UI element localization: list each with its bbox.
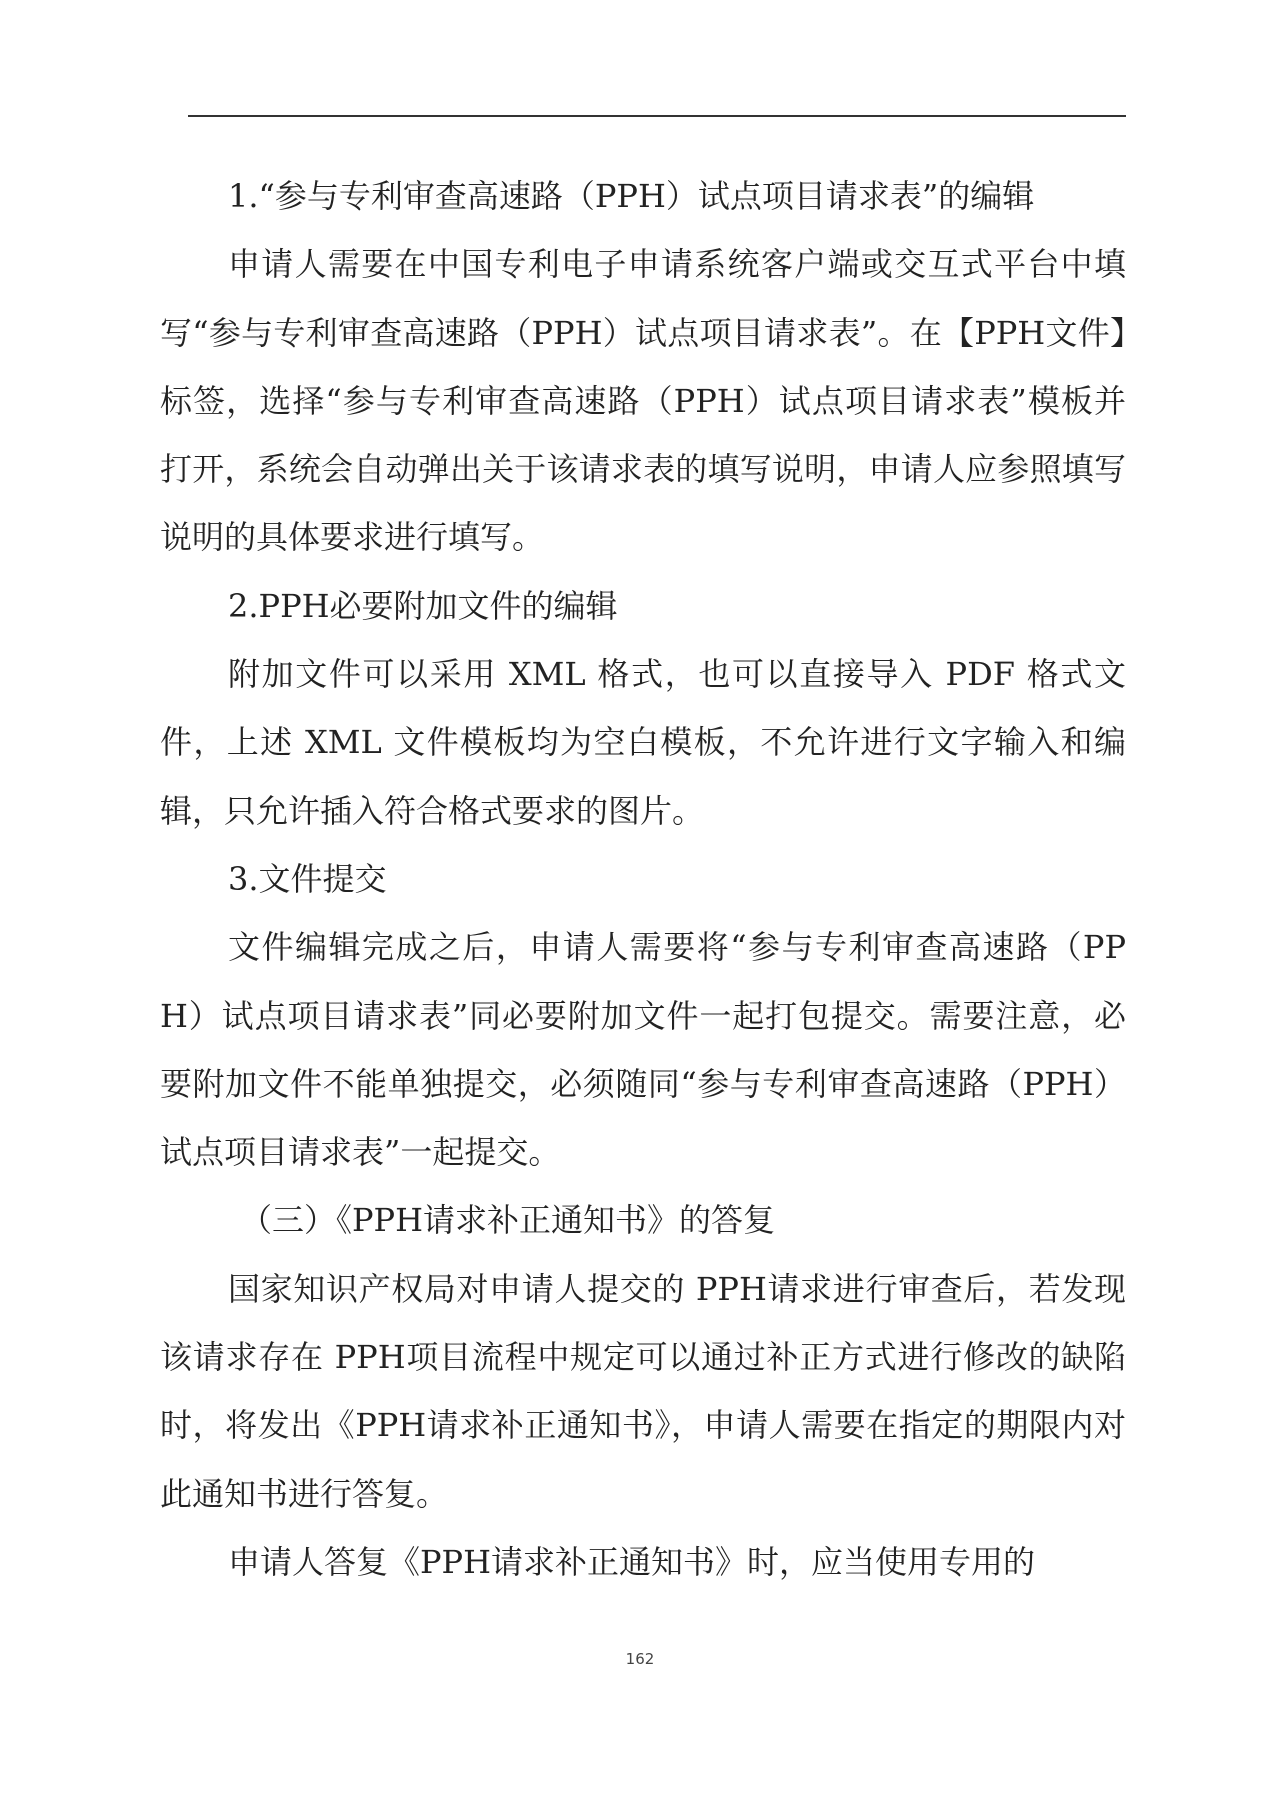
document-body	[160, 162, 1126, 1596]
section-heading-request-form: 1.“参与专利审查高速路（PPH）试点项目请求表”的编辑	[228, 177, 1035, 215]
page-number: 162	[625, 1650, 655, 1668]
section-heading-additional-files: 2.PPH必要附加文件的编辑	[228, 586, 618, 625]
paragraph-file-submission: 文件编辑完成之后，申请人需要将“参与专利审查高速路（PPH）试点项目请求表”同必要附加文件一起打包提交。需要注意，必要附加文件不能单独提交，必须随同“参与专利审查高速路（PPH）试点项目请求表”一起提交。	[160, 928, 1126, 1172]
section-heading-file-submission: 3.文件提交	[228, 859, 387, 898]
paragraph-reply-instructions: 申请人答复《PPH请求补正通知书》时，应当使用专用的	[228, 1542, 1035, 1581]
subheading-correction-notice-reply: （三）《PPH请求补正通知书》的答复	[240, 1201, 775, 1240]
paragraph-fill-request-form: 申请人需要在中国专利电子申请系统客户端或交互式平台中填写“参与专利审查高速路（PPH）试点项目请求表”。在【PPH文件】标签，选择“参与专利审查高速路（PPH）试点项目请求表”模板并打开，系统会自动弹出关于该请求表的填写说明，申请人应参照填写说明的具体要求进行填写。	[160, 245, 1126, 557]
header-rule	[188, 115, 1126, 117]
paragraph-additional-files: 附加文件可以采用 XML 格式，也可以直接导入 PDF 格式文件，上述 XML 文件模板均为空白模板，不允许进行文字输入和编辑，只允许插入符合格式要求的图片。	[160, 655, 1126, 830]
paragraph-correction-notice: 国家知识产权局对申请人提交的 PPH请求进行审查后，若发现该请求存在 PPH项目流程中规定可以通过补正方式进行修改的缺陷时，将发出《PPH请求补正通知书》，申请人需要在指定的期限内对此通知书进行答复。	[160, 1269, 1126, 1513]
